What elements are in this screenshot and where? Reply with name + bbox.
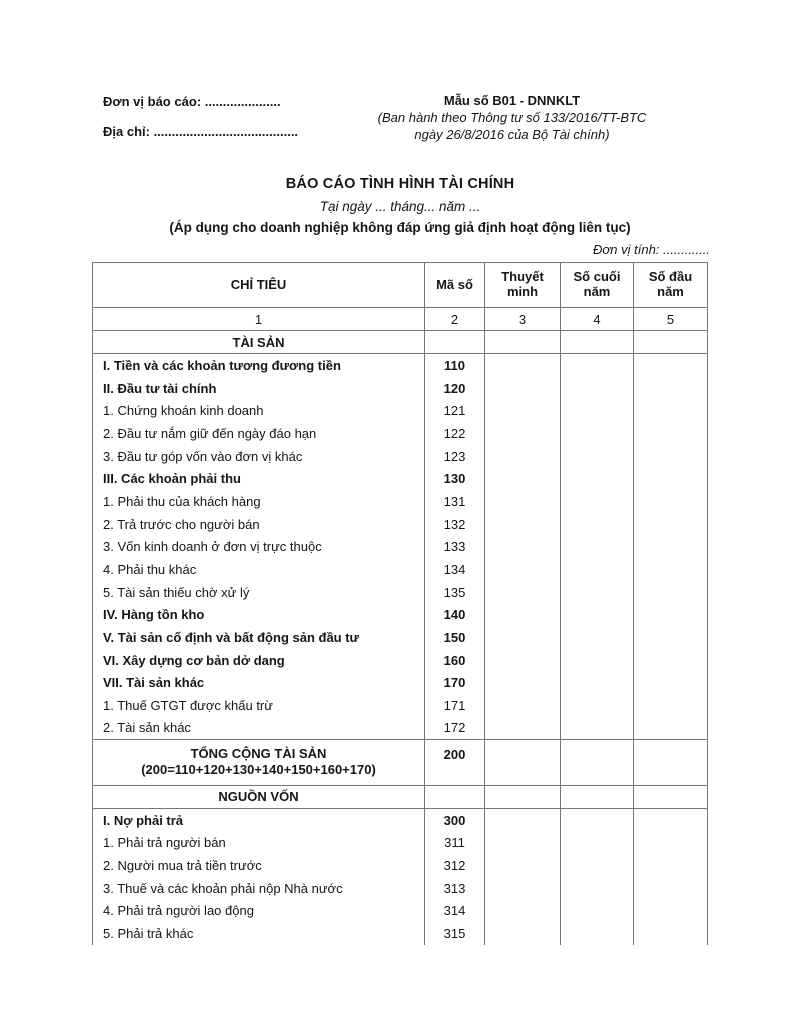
row-note-cell [485,877,561,900]
row-end-year-cell [561,581,634,604]
table-row-300 [92,809,708,832]
row-begin-year-cell [634,354,708,377]
row-label: I. Tiền và các khoản tương đương tiền [92,354,425,377]
row-code-cell: 133 [425,536,485,559]
row-begin-year-cell [634,672,708,695]
row-note-cell [485,536,561,559]
row-label: 5. Tài sản thiếu chờ xử lý [92,581,425,604]
row-code-cell: 140 [425,604,485,627]
row-begin-year-cell [634,604,708,627]
row-label: 1. Thuế GTGT được khấu trừ [92,694,425,717]
issue-line-2: ngày 26/8/2016 của Bộ Tài chính) [414,127,610,142]
row-code-cell: 122 [425,422,485,445]
row-note-cell [485,740,561,785]
row-begin-year-cell [634,331,708,353]
form-number: Mẫu số B01 - DNNKLT [443,93,581,108]
row-note-cell [485,558,561,581]
row-code-cell: 300 [425,809,485,832]
row-code-cell: 170 [425,672,485,695]
report-date-line: Tại ngày ... tháng... năm ... [319,199,481,214]
row-code-cell [425,331,485,353]
column-index-row [92,308,708,331]
row-end-year-cell [561,809,634,832]
row-note-cell [485,809,561,832]
unit-of-measure-note: Đơn vị tính: ............. [593,242,710,257]
row-end-year-cell [561,877,634,900]
row-end-year-cell [561,831,634,854]
index-cell-1: 1 [92,308,425,330]
table-row-172 [92,717,708,740]
row-begin-year-cell [634,922,708,945]
index-cell-2: 2 [425,308,485,330]
row-note-cell [485,831,561,854]
table-row-311 [92,831,708,854]
row-note-cell [485,922,561,945]
row-code-cell: 121 [425,399,485,422]
row-code-cell: 311 [425,831,485,854]
row-code-cell: 160 [425,649,485,672]
row-label: 2. Tài sản khác [92,717,425,739]
row-label: 2. Người mua trả tiền trước [92,854,425,877]
issue-line-1: (Ban hành theo Thông tư số 133/2016/TT-BTC [377,110,647,125]
row-code-cell: 150 [425,626,485,649]
row-begin-year-cell [634,536,708,559]
row-code-cell: 314 [425,899,485,922]
row-end-year-cell [561,422,634,445]
row-end-year-cell [561,445,634,468]
row-end-year-cell [561,740,634,785]
row-end-year-cell [561,922,634,945]
row-begin-year-cell [634,422,708,445]
row-end-year-cell [561,513,634,536]
row-begin-year-cell [634,649,708,672]
table-row-134 [92,558,708,581]
row-code-cell: 172 [425,717,485,739]
row-code-cell: 200 [425,740,485,785]
row-begin-year-cell [634,740,708,785]
table-row-160 [92,649,708,672]
table-row-122 [92,422,708,445]
row-end-year-cell [561,558,634,581]
row-begin-year-cell [634,694,708,717]
row-label: 4. Phải thu khác [92,558,425,581]
index-cell-4: 4 [561,308,634,330]
row-begin-year-cell [634,467,708,490]
row-code-cell: 120 [425,377,485,400]
section-row-tai-san [92,331,708,354]
row-end-year-cell [561,672,634,695]
row-begin-year-cell [634,377,708,400]
table-row-132 [92,513,708,536]
row-label: 1. Phải trả người bán [92,831,425,854]
row-begin-year-cell [634,786,708,808]
row-note-cell [485,354,561,377]
row-end-year-cell [561,604,634,627]
row-label: 3. Đầu tư góp vốn vào đơn vị khác [92,445,425,468]
row-label: III. Các khoản phải thu [92,467,425,490]
row-begin-year-cell [634,854,708,877]
row-code-cell: 313 [425,877,485,900]
row-note-cell [485,649,561,672]
row-end-year-cell [561,649,634,672]
table-row-131 [92,490,708,513]
table-row-110 [92,354,708,377]
row-begin-year-cell [634,899,708,922]
row-code-cell: 312 [425,854,485,877]
table-row-314 [92,899,708,922]
total-formula: (200=110+120+130+140+150+160+170) [141,762,376,778]
row-begin-year-cell [634,490,708,513]
header-ma-so: Mã số [425,263,485,307]
row-note-cell [485,422,561,445]
header-so-cuoi-nam: Số cuối năm [561,263,634,307]
form-info-block [322,92,702,143]
table-row-135 [92,581,708,604]
row-note-cell [485,672,561,695]
row-note-cell [485,467,561,490]
page-title: BÁO CÁO TÌNH HÌNH TÀI CHÍNH [285,176,515,192]
row-end-year-cell [561,717,634,739]
row-begin-year-cell [634,581,708,604]
row-begin-year-cell [634,717,708,739]
table-row-170 [92,672,708,695]
row-code-cell: 132 [425,513,485,536]
row-label: 2. Đầu tư nắm giữ đến ngày đáo hạn [92,422,425,445]
row-note-cell [485,626,561,649]
row-label: 1. Phải thu của khách hàng [92,490,425,513]
row-note-cell [485,377,561,400]
row-end-year-cell [561,899,634,922]
row-begin-year-cell [634,558,708,581]
row-code-cell: 131 [425,490,485,513]
row-begin-year-cell [634,445,708,468]
row-label: V. Tài sản cố định và bất động sản đầu tư [92,626,425,649]
header-chi-tieu: CHỈ TIÊU [92,263,425,307]
row-end-year-cell [561,354,634,377]
row-begin-year-cell [634,877,708,900]
row-label: 3. Vốn kinh doanh ở đơn vị trực thuộc [92,536,425,559]
row-note-cell [485,854,561,877]
row-code-cell: 315 [425,922,485,945]
row-note-cell [485,899,561,922]
table-row-313 [92,877,708,900]
row-note-cell [485,604,561,627]
row-label: 3. Thuế và các khoản phải nộp Nhà nước [92,877,425,900]
address-line: Địa chỉ: ........................................ [103,124,299,139]
row-label: 1. Chứng khoán kinh doanh [92,399,425,422]
row-end-year-cell [561,536,634,559]
row-end-year-cell [561,694,634,717]
row-begin-year-cell [634,513,708,536]
row-begin-year-cell [634,809,708,832]
section-label: NGUỒN VỐN [92,786,425,808]
row-end-year-cell [561,854,634,877]
row-begin-year-cell [634,831,708,854]
row-note-cell [485,445,561,468]
row-label: 5. Phải trả khác [92,922,425,945]
reporting-unit-line: Đơn vị báo cáo: ..................... [103,94,281,109]
row-label: II. Đầu tư tài chính [92,377,425,400]
section-label: TÀI SẢN [92,331,425,353]
header-so-dau-nam: Số đầu năm [634,263,708,307]
index-cell-3: 3 [485,308,561,330]
row-note-cell [485,490,561,513]
row-code-cell: 135 [425,581,485,604]
table-row-120 [92,377,708,400]
row-label: VII. Tài sản khác [92,672,425,695]
row-begin-year-cell [634,626,708,649]
row-note-cell [485,717,561,739]
table-header-row [92,263,708,308]
row-code-cell: 123 [425,445,485,468]
row-end-year-cell [561,490,634,513]
table-row-315 [92,922,708,945]
table-row-121 [92,399,708,422]
applicability-note: (Áp dụng cho doanh nghiệp không đáp ứng giả định hoạt động liên tục) [169,220,631,235]
table-row-312 [92,854,708,877]
total-label: TỔNG CỘNG TÀI SẢN [190,745,327,761]
row-note-cell [485,581,561,604]
table-row-150 [92,626,708,649]
row-label: IV. Hàng tồn kho [92,604,425,627]
row-label: 2. Trả trước cho người bán [92,513,425,536]
total-label-cell [92,740,425,785]
total-assets-row [92,740,708,786]
table-row-171 [92,694,708,717]
section-row-nguon-von [92,786,708,809]
row-begin-year-cell [634,399,708,422]
row-label: 4. Phải trả người lao động [92,899,425,922]
row-code-cell: 110 [425,354,485,377]
row-code-cell: 130 [425,467,485,490]
table-row-123 [92,445,708,468]
row-note-cell [485,513,561,536]
table-row-130 [92,467,708,490]
index-cell-5: 5 [634,308,708,330]
row-label: I. Nợ phải trả [92,809,425,832]
row-code-cell [425,786,485,808]
row-end-year-cell [561,399,634,422]
row-label: VI. Xây dựng cơ bản dở dang [92,649,425,672]
reporting-unit-block [103,94,298,140]
row-code-cell: 171 [425,694,485,717]
table-row-140 [92,604,708,627]
row-note-cell [485,331,561,353]
row-end-year-cell [561,467,634,490]
row-end-year-cell [561,377,634,400]
financial-table [92,262,708,945]
row-note-cell [485,786,561,808]
row-end-year-cell [561,786,634,808]
header-thuyet-minh: Thuyết minh [485,263,561,307]
row-note-cell [485,694,561,717]
row-end-year-cell [561,626,634,649]
table-row-133 [92,536,708,559]
row-note-cell [485,399,561,422]
row-code-cell: 134 [425,558,485,581]
row-end-year-cell [561,331,634,353]
